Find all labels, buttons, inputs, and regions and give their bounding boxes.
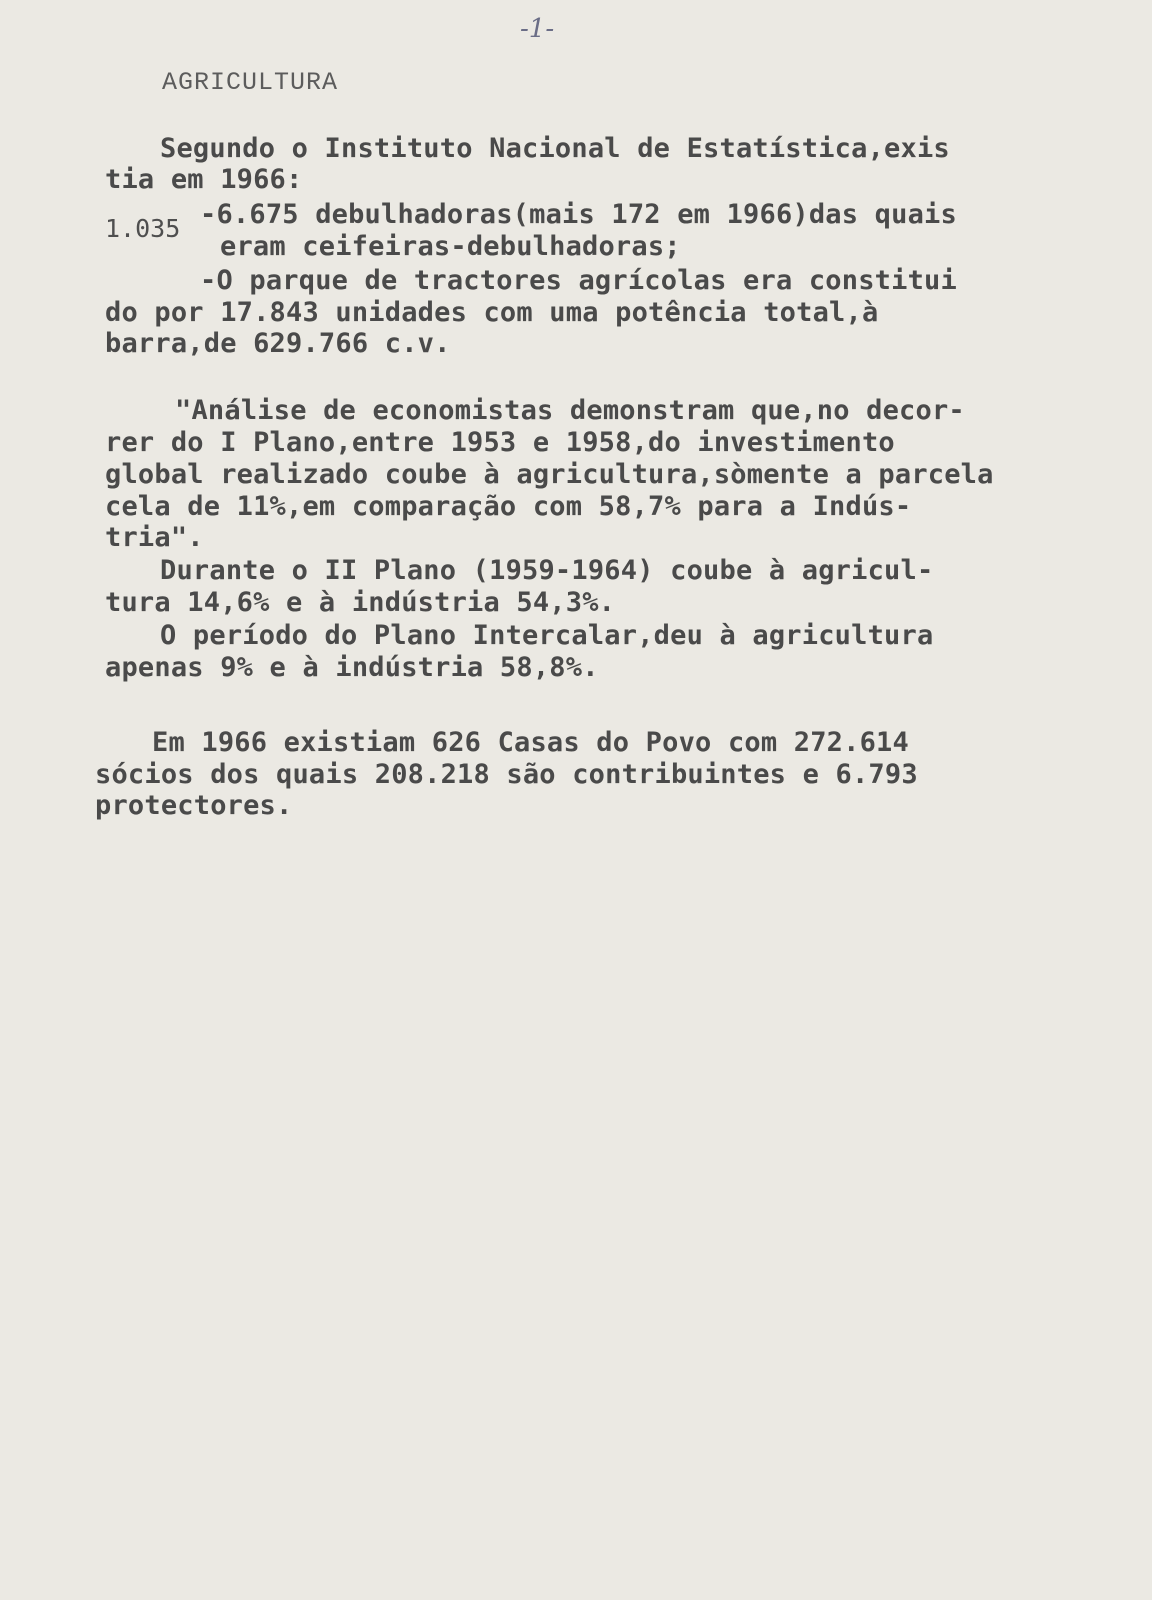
paragraph-line: Segundo o Instituto Nacional de Estatística,exis [160, 133, 950, 164]
paragraph-line: barra,de 629.766 c.v. [105, 328, 451, 359]
paragraph-line: -6.675 debulhadoras(mais 172 em 1966)das quais [200, 199, 957, 230]
paragraph-line: do por 17.843 unidades com uma potência total,à [105, 297, 879, 328]
section-heading: AGRICULTURA [162, 68, 339, 97]
paragraph-line: apenas 9% e à indústria 58,8%. [105, 652, 599, 683]
paragraph-line: -O parque de tractores agrícolas era constitui [200, 265, 957, 296]
paragraph-line: cela de 11%,em comparação com 58,7% para a Indús- [105, 491, 912, 522]
paragraph-line: Durante o II Plano (1959-1964) coube à agricul- [160, 555, 934, 586]
paragraph-line: sócios dos quais 208.218 são contribuintes e 6.793 [95, 759, 918, 790]
paragraph-line: tura 14,6% e à indústria 54,3%. [105, 587, 616, 618]
paragraph-line: "Análise de economistas demonstram que,no decor- [175, 395, 965, 426]
paragraph-line: tria". [105, 522, 204, 553]
paragraph-line: rer do I Plano,entre 1953 e 1958,do investimento [105, 427, 895, 458]
page-number: -1- [520, 14, 555, 44]
side-number: 1.035 [105, 214, 181, 243]
paragraph-line: eram ceifeiras-debulhadoras; [220, 231, 681, 262]
paragraph-line: O período do Plano Intercalar,deu à agricultura [160, 620, 934, 651]
paragraph-line: tia em 1966: [105, 164, 303, 195]
paragraph-line: protectores. [95, 790, 293, 821]
paragraph-line: Em 1966 existiam 626 Casas do Povo com 272.614 [152, 727, 909, 758]
paragraph-line: global realizado coube à agricultura,sòmente a parcela [105, 459, 994, 490]
